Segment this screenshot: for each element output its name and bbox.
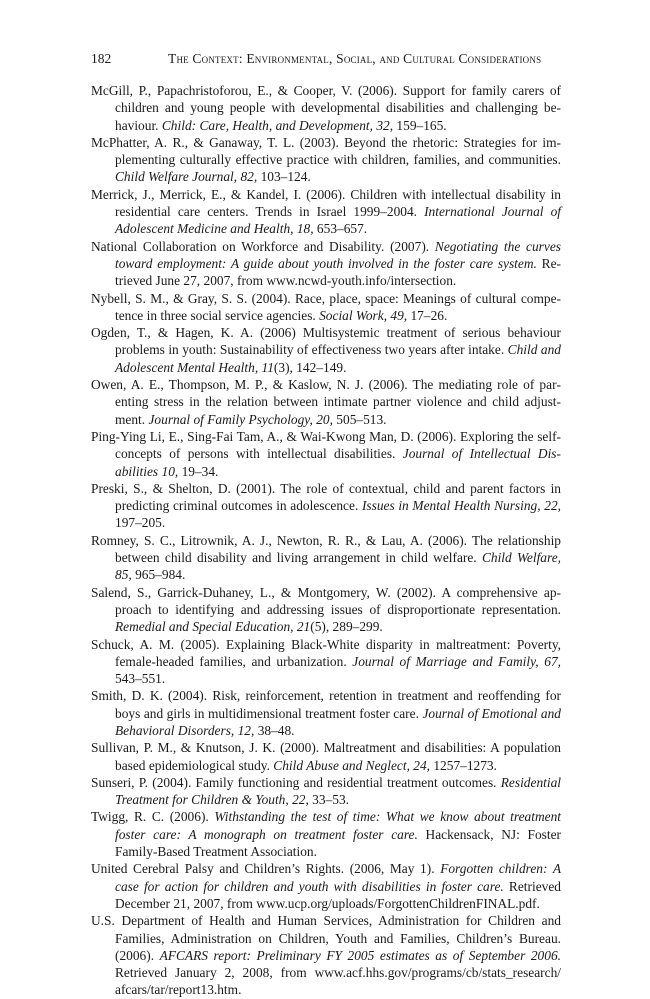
reference-entry [91,428,561,480]
reference-source-title: Withstanding the test of time: What we know about treatment foster care: A monograph on treatment foster care. [115,809,561,842]
reference-source-title: Issues in Mental Health Nursing, 22, [361,498,561,514]
reference-text: McGill, P., Papachristoforou, E., & Cooper, V. (2006). Support for family carers of children and young people with developmental disabilities and challenging behaviour. [91,83,561,133]
reference-details: Retrieved December 21, 2007, from www.ucp.org/uploads/ForgottenChildrenFINAL.pdf. [115,878,561,911]
page-number: 182 [91,51,112,66]
reference-entry [91,860,561,912]
reference-source-title: Remedial and Special Education, 21 [115,619,311,635]
reference-entry [91,532,561,584]
reference-text: Schuck, A. M. (2005). Explaining Black-White disparity in maltreatment: Poverty, female-headed families, and urbanization. [91,636,561,669]
reference-source-title: Child Abuse and Neglect, 24, [273,757,431,773]
reference-source-title: Residential Treatment for Children & Youth, 22, [115,774,561,808]
reference-entry [91,290,561,325]
reference-entry [91,808,561,860]
reference-source-title: Forgotten children: A case for action for children and youth with disabilities in foster care. [115,861,561,894]
reference-source-title: Journal of Family Psychology, 20, [148,411,333,427]
reference-text: U.S. Department of Health and Human Services, Administration for Children and Families, Administration on Children, Youth and Families, Children’s Bureau. (2006). [91,913,561,963]
reference-text: Twigg, R. C. (2006). [91,809,215,825]
reference-source-title: Child and Adolescent Mental Health, 11 [115,342,561,375]
reference-source-title: Child: Care, Health, and Development, 32, [161,117,394,133]
reference-details: 38–48. [254,722,295,738]
reference-entry [91,134,561,186]
reference-text: Sunseri, P. (2004). Family functioning and residential treatment outcomes. [91,774,501,790]
reference-source-title: Journal of Emotional and Behavioral Disorders, 12, [115,705,561,738]
reference-source-title: Negotiating the curves toward employment: A guide about youth involved in the foster care system. [115,238,561,271]
reference-text: Ping-Ying Li, E., Sing-Fai Tam, A., & Wai-Kwong Man, D. (2006). Exploring the self-concepts of persons with intellectual disabilities. [91,428,561,462]
reference-text: United Cerebral Palsy and Children’s Rights. (2006, May 1). [91,861,441,877]
reference-source-title: International Journal of Adolescent Medicine and Health, 18, [115,204,561,237]
reference-details: Hackensack, NJ: Foster Family-Based Treatment Association. [115,826,562,860]
reference-entry [91,584,561,636]
reference-entry [91,376,561,428]
reference-entry [91,687,561,739]
reference-details: 19–34. [178,463,219,479]
reference-source-title: Journal of Marriage and Family, 67, [352,653,561,669]
reference-text: Nybell, S. M., & Gray, S. S. (2004). Race, place, space: Meanings of cultural competence in three social service agencies. [91,290,561,323]
reference-details: 159–165. [393,117,447,133]
reference-details: 965–984. [131,567,186,583]
reference-entry [91,636,561,688]
reference-details: 197–205. [115,515,166,531]
reference-entry [91,324,561,376]
reference-source-title: Journal of Intellectual Disabilities 10, [115,446,561,479]
reference-details: 103–124. [257,169,311,185]
reference-entry [91,480,561,532]
reference-entry [91,186,561,238]
reference-entry [91,238,561,290]
reference-details: 33–53. [308,792,349,808]
reference-details: 17–26. [407,307,448,323]
reference-details: 1257–1273. [430,757,497,773]
reference-details: (5), 289–299. [310,619,383,635]
reference-text: Merrick, J., Merrick, E., & Kandel, I. (2006). Children with intellectual disability in residential care centers. Trends in Israel 1999–2004. [91,186,561,220]
reference-details: 505–513. [332,411,387,427]
reference-details: 543–551. [115,671,166,687]
reference-entry [91,82,561,134]
reference-text: Salend, S., Garrick-Duhaney, L., & Montgomery, W. (2002). A comprehensive approach to identifying and addressing issues of disproportionate representation. [91,584,561,617]
reference-text: Sullivan, P. M., & Knutson, J. K. (2000). Maltreatment and disabilities: A population based epidemiological study. [91,740,561,773]
reference-text: Smith, D. K. (2004). Risk, reinforcement, retention in treatment and reoffending for boys and girls in multidimensional treatment foster care. [91,688,561,721]
reference-text: McPhatter, A. R., & Ganaway, T. L. (2003). Beyond the rhetoric: Strategies for implementing culturally effective practice with children, families, and communities. [91,134,561,168]
reference-entry [91,739,561,774]
running-head [91,49,561,69]
reference-details: (3), 142–149. [273,359,347,375]
reference-source-title: AFCARS report: Preliminary FY 2005 estimates as of September 2006. [159,947,561,963]
reference-text: Preski, S., & Shelton, D. (2001). The role of contextual, child and parent factors in predicting criminal outcomes in adolescence. [91,480,561,514]
reference-details: Retrieved January 2, 2008, from www.acf.hhs.gov/programs/cb/stats_research/ afcars/tar/report13.htm. [115,965,561,998]
reference-text: National Collaboration on Workforce and Disability. (2007). [91,238,435,254]
reference-source-title: Social Work, 49, [319,307,408,323]
reference-text: Ogden, T., & Hagen, K. A. (2006) Multisystemic treatment of serious behaviour problems in youth: Sustainability of effectiveness two years after intake. [91,325,561,358]
reference-list [91,82,561,999]
reference-source-title: Child Welfare, 85, [115,550,562,583]
running-title: The Context: Environmental, Social, and Cultural Considerations [168,51,542,66]
reference-text: Romney, S. C., Litrownik, A. J., Newton, R. R., & Lau, A. (2006). The relationship between child disability and living arrangement in child welfare. [91,532,561,566]
reference-details: Retrieved June 27, 2007, from www.ncwd-youth.info/intersection. [115,255,561,289]
reference-details: 653–657. [313,221,368,237]
reference-text: Owen, A. E., Thompson, M. P., & Kaslow, N. J. (2006). The mediating role of parenting stress in the relation between intimate partner violence and child adjustment. [91,377,561,427]
reference-entry [91,774,561,809]
reference-source-title: Child Welfare Journal, 82, [115,169,258,185]
